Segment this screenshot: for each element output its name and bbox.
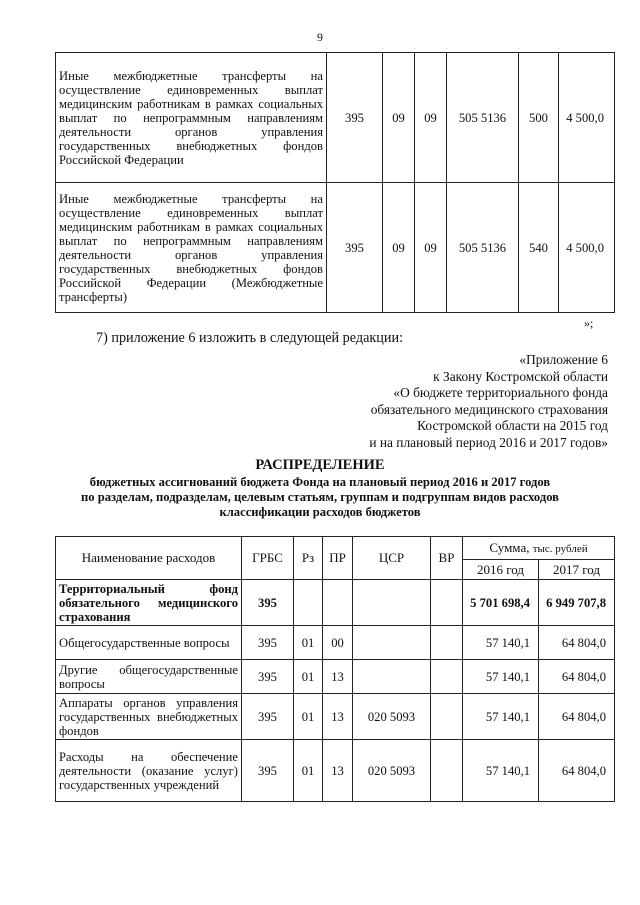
- row-pr: 09: [415, 183, 447, 313]
- row-pr: [323, 580, 353, 626]
- subheading-line: бюджетных ассигнований бюджета Фонда на плановый период 2016 и 2017 годов: [89, 475, 551, 489]
- row-sum-2017: 64 804,0: [539, 660, 615, 694]
- row-csr: [353, 660, 431, 694]
- row-grbs: 395: [327, 183, 383, 313]
- row-pr: 13: [323, 694, 353, 740]
- row-rz: 09: [383, 53, 415, 183]
- row-sum-2016: 57 140,1: [463, 626, 539, 660]
- row-vr: [431, 626, 463, 660]
- row-sum-2016: 5 701 698,4: [463, 580, 539, 626]
- table-row: [56, 626, 615, 660]
- row-csr: 505 5136: [447, 183, 519, 313]
- header-rz: Рз: [294, 537, 323, 580]
- row-pr: 13: [323, 740, 353, 802]
- header-row: [56, 537, 615, 560]
- table-row: [56, 183, 615, 313]
- row-vr: 540: [519, 183, 559, 313]
- appendix-line: обязательного медицинского страхования: [370, 401, 608, 417]
- subheading-line: по разделам, подразделам, целевым статьям, группам и подгруппам видов расходов: [81, 490, 559, 504]
- header-sum-label: Сумма,: [489, 539, 530, 555]
- row-name: Другие общегосударственные вопросы: [56, 660, 242, 694]
- row-grbs: 395: [327, 53, 383, 183]
- row-grbs: 395: [242, 580, 294, 626]
- row-pr: 13: [323, 660, 353, 694]
- row-vr: [431, 740, 463, 802]
- row-rz: 09: [383, 183, 415, 313]
- header-pr: ПР: [323, 537, 353, 580]
- header-sum-unit: тыс. рублей: [532, 542, 588, 555]
- row-name: Расходы на обеспечение деятельности (оказание услуг) государственных учреждений: [56, 740, 242, 802]
- row-vr: 500: [519, 53, 559, 183]
- header-grbs: ГРБС: [242, 537, 294, 580]
- table-row: [56, 580, 615, 626]
- row-vr: [431, 580, 463, 626]
- row-vr: [431, 660, 463, 694]
- appendix-line: и на плановый период 2016 и 2017 годов»: [369, 434, 608, 450]
- quote-end: »;: [584, 316, 594, 330]
- row-rz: 01: [294, 694, 323, 740]
- appendix-line: Костромской области на 2015 год: [417, 418, 608, 434]
- row-sum: 4 500,0: [559, 183, 615, 313]
- row-sum-2017: 64 804,0: [539, 740, 615, 802]
- row-vr: [431, 694, 463, 740]
- row-sum-2016: 57 140,1: [463, 694, 539, 740]
- row-grbs: 395: [242, 740, 294, 802]
- row-name: Иные межбюджетные трансферты на осуществление единовременных выплат медицинским работникам в рамках социальных выплат по непрограммным направлениям деятельности органов управления государственных внебюджетных фондов Российской Федерации: [56, 53, 327, 183]
- row-csr: 020 5093: [353, 694, 431, 740]
- appendix-line: «Приложение 6: [519, 352, 608, 367]
- row-rz: 01: [294, 660, 323, 694]
- table-row: [56, 660, 615, 694]
- header-2017: 2017 год: [539, 560, 615, 580]
- row-csr: [353, 580, 431, 626]
- header-sum: [463, 537, 615, 560]
- appendix-reference: [369, 352, 608, 452]
- table-row: [56, 53, 615, 183]
- header-2016: 2016 год: [463, 560, 539, 580]
- row-grbs: 395: [242, 660, 294, 694]
- row-sum-2016: 57 140,1: [463, 740, 539, 802]
- row-name: Территориальный фонд обязательного медицинского страхования: [56, 580, 242, 626]
- appendix-line: «О бюджете территориального фонда: [393, 385, 608, 401]
- row-pr: 00: [323, 626, 353, 660]
- table-row: [56, 694, 615, 740]
- row-sum: 4 500,0: [559, 53, 615, 183]
- row-pr: 09: [415, 53, 447, 183]
- header-name: Наименование расходов: [56, 537, 242, 580]
- document-heading: РАСПРЕДЕЛЕНИЕ: [255, 457, 385, 473]
- row-rz: 01: [294, 626, 323, 660]
- row-sum-2017: 6 949 707,8: [539, 580, 615, 626]
- row-sum-2016: 57 140,1: [463, 660, 539, 694]
- continued-expense-table: [55, 52, 615, 313]
- amendment-intro: 7) приложение 6 изложить в следующей редакции:: [96, 330, 404, 346]
- appendix-line: к Закону Костромской области: [433, 368, 608, 384]
- row-name: Аппараты органов управления государственных внебюджетных фондов: [56, 694, 242, 740]
- row-csr: [353, 626, 431, 660]
- subheading-line: классификации расходов бюджетов: [219, 505, 421, 519]
- budget-allocation-table: [55, 536, 615, 802]
- row-grbs: 395: [242, 626, 294, 660]
- table-row: [56, 740, 615, 802]
- row-grbs: 395: [242, 694, 294, 740]
- row-name: Иные межбюджетные трансферты на осуществление единовременных выплат медицинским работникам в рамках социальных выплат по непрограммным направлениям деятельности органов управления государственных внебюджетных фондов Российской Федерации (Межбюджетные трансферты): [56, 183, 327, 313]
- header-vr: ВР: [431, 537, 463, 580]
- header-csr: ЦСР: [353, 537, 431, 580]
- page-number: 9: [317, 30, 323, 44]
- row-rz: 01: [294, 740, 323, 802]
- row-sum-2017: 64 804,0: [539, 626, 615, 660]
- row-csr: 505 5136: [447, 53, 519, 183]
- document-subheading: [30, 475, 610, 520]
- row-csr: 020 5093: [353, 740, 431, 802]
- row-sum-2017: 64 804,0: [539, 694, 615, 740]
- row-rz: [294, 580, 323, 626]
- row-name: Общегосударственные вопросы: [56, 626, 242, 660]
